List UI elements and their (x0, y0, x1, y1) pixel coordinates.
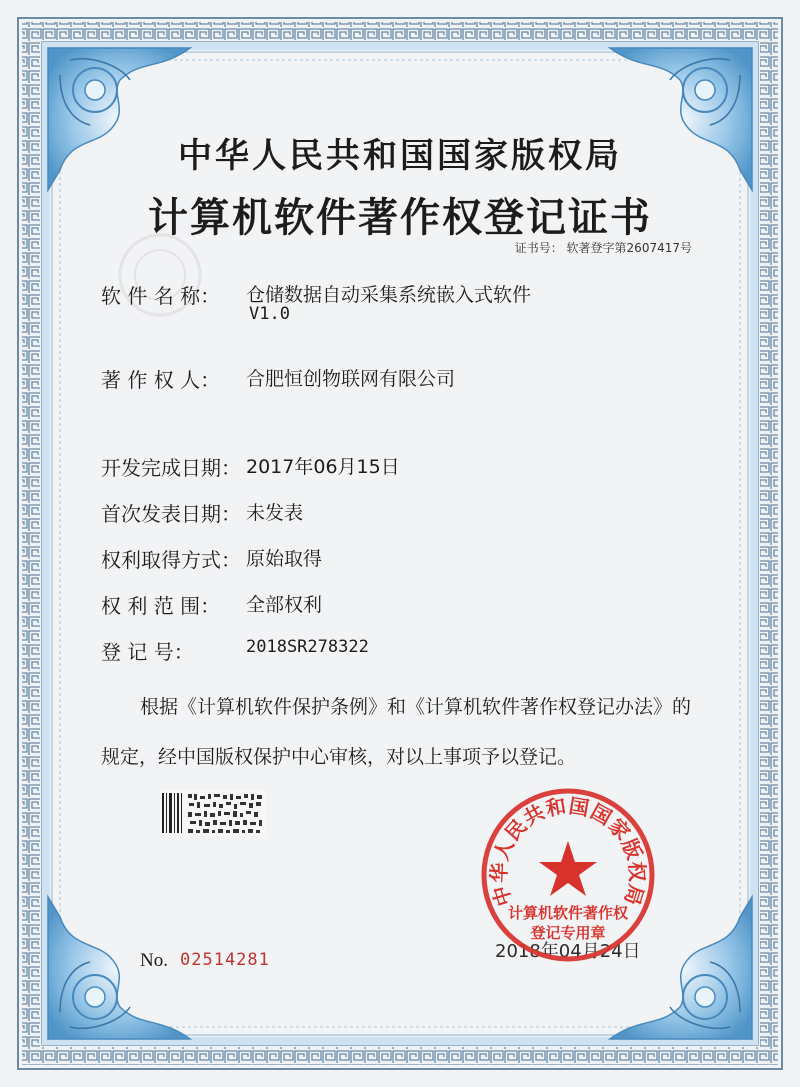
rights-scope-label: 权 利 范 围： (101, 594, 221, 618)
certificate-title: 计算机软件著作权登记证书 (148, 194, 652, 241)
svg-text:计算机软件著作权: 计算机软件著作权 (507, 904, 629, 922)
registration-number-value: 2018SR278322 (246, 637, 369, 657)
body-text-line-1: 根据《计算机软件保护条例》和《计算机软件著作权登记办法》的 (140, 696, 692, 718)
svg-text:中华人民共和国国家版权局: 中华人民共和国国家版权局 (486, 793, 650, 909)
rights-scope-value: 全部权利 (246, 594, 323, 616)
acquisition-method-label: 权利取得方式： (101, 548, 241, 572)
first-publish-date-label: 首次发表日期： (101, 502, 241, 526)
first-publish-date-value: 未发表 (246, 502, 304, 524)
barcode-icon (160, 790, 266, 836)
certificate-number: 证书号： 软著登字第2607417号 (514, 241, 692, 255)
copyright-owner-label: 著 作 权 人： (101, 368, 221, 392)
issuing-authority: 中华人民共和国国家版权局 (178, 136, 622, 176)
serial-number-value: 02514281 (180, 950, 270, 970)
copyright-owner-value: 合肥恒创物联网有限公司 (246, 368, 456, 390)
svg-text:登记专用章: 登记专用章 (530, 924, 606, 942)
development-date-value: 2017年06月15日 (246, 456, 400, 478)
registration-number-label: 登 记 号： (101, 640, 194, 664)
body-text-line-2: 规定，经中国版权保护中心审核，对以上事项予以登记。 (101, 746, 577, 768)
software-version-value: V1.0 (249, 304, 290, 324)
issue-date: 2018年04月24日 (495, 941, 641, 962)
acquisition-method-value: 原始取得 (246, 548, 323, 570)
software-name-label: 软 件 名 称： (101, 284, 221, 308)
official-seal-stamp (478, 785, 658, 965)
software-name-value: 仓储数据自动采集系统嵌入式软件 (246, 284, 532, 306)
development-date-label: 开发完成日期： (101, 456, 241, 480)
corner-ornament-bottom-left (48, 897, 190, 1039)
serial-number-label: No. (140, 950, 168, 971)
